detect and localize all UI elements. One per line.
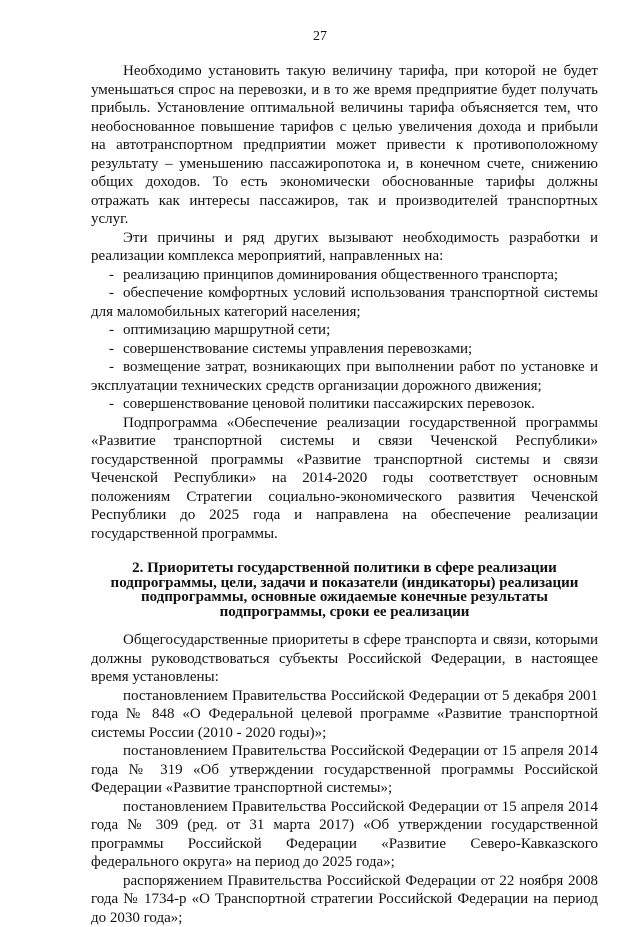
paragraph-tariff: Необходимо установить такую величину тарифа, при которой не будет уменьшаться спрос на перевозки, и в то же время предприятие будет получать прибыль. Установление оптимальной величины тарифа объясняется тем, что необоснованное повышение тарифов с целью увеличения дохода и прибыли на автотранспортном предприятии может привести к противоположному результату – уменьшению пассажиропотока и, в конечном счете, снижению общих доходов. То есть экономически обоснованные тарифы должны отражать как интересы пассажиров, так и производителей транспортных услуг. <box>91 62 598 229</box>
heading-line: подпрограммы, сроки ее реализации <box>91 605 598 620</box>
bullet-dash: - <box>109 358 123 377</box>
paragraph-order-1734: распоряжением Правительства Российской Федерации от 22 ноября 2008 года № 1734-р «О Транспортной стратегии Российской Федерации на период до 2030 года»; <box>91 872 598 927</box>
paragraph-subprogram: Подпрограмма «Обеспечение реализации государственной программы «Развитие транспортной системы и связи Чеченской Республики» государственной программы «Развитие транспортной системы и связи Чеченской Республики» на 2014-2020 годы соответствует основным положениям Стратегии социально-экономического развития Чеченской Республики до 2025 года и направлена на обеспечение реализации государственной программы. <box>91 414 598 544</box>
bullet-dash: - <box>109 395 123 414</box>
bullet-dash: - <box>109 340 123 359</box>
list-item: - совершенствование системы управления перевозками; <box>91 340 598 359</box>
section-heading <box>91 561 598 619</box>
list-item: - возмещение затрат, возникающих при выполнении работ по установке и эксплуатации технических средств организации дорожного движения; <box>91 358 598 395</box>
bullet-dash: - <box>109 266 123 285</box>
paragraph-decree-319: постановлением Правительства Российской Федерации от 15 апреля 2014 года № 319 «Об утверждении государственной программы Российской Федерации «Развитие транспортной системы»; <box>91 742 598 798</box>
page-number: 27 <box>0 29 640 45</box>
bullet-dash: - <box>109 321 123 340</box>
heading-line: подпрограммы, основные ожидаемые конечные результаты <box>91 590 598 605</box>
paragraph-priorities: Общегосударственные приоритеты в сфере транспорта и связи, которыми должны руководствоваться субъекты Российской Федерации, в настоящее время установлены: <box>91 631 598 687</box>
paragraph-reasons: Эти причины и ряд других вызывают необходимость разработки и реализации комплекса мероприятий, направленных на: <box>91 229 598 266</box>
list-item: - реализацию принципов доминирования общественного транспорта; <box>91 266 598 285</box>
document-body <box>91 62 598 927</box>
heading-line: подпрограммы, цели, задачи и показатели (индикаторы) реализации <box>91 576 598 591</box>
paragraph-decree-848: постановлением Правительства Российской Федерации от 5 декабря 2001 года № 848 «О Федеральной целевой программе «Развитие транспортной системы России (2010 - 2020 годы)»; <box>91 687 598 743</box>
paragraph-decree-309: постановлением Правительства Российской Федерации от 15 апреля 2014 года № 309 (ред. от 31 марта 2017) «Об утверждении государственной программы Российской Федерации «Развитие Северо-Кавказского федерального округа» на период до 2025 года»; <box>91 798 598 872</box>
list-item: - обеспечение комфортных условий использования транспортной системы для маломобильных категорий населения; <box>91 284 598 321</box>
list-item: - совершенствование ценовой политики пассажирских перевозок. <box>91 395 598 414</box>
list-item: - оптимизацию маршрутной сети; <box>91 321 598 340</box>
heading-line: 2. Приоритеты государственной политики в сфере реализации <box>91 561 598 576</box>
bullet-dash: - <box>109 284 123 303</box>
